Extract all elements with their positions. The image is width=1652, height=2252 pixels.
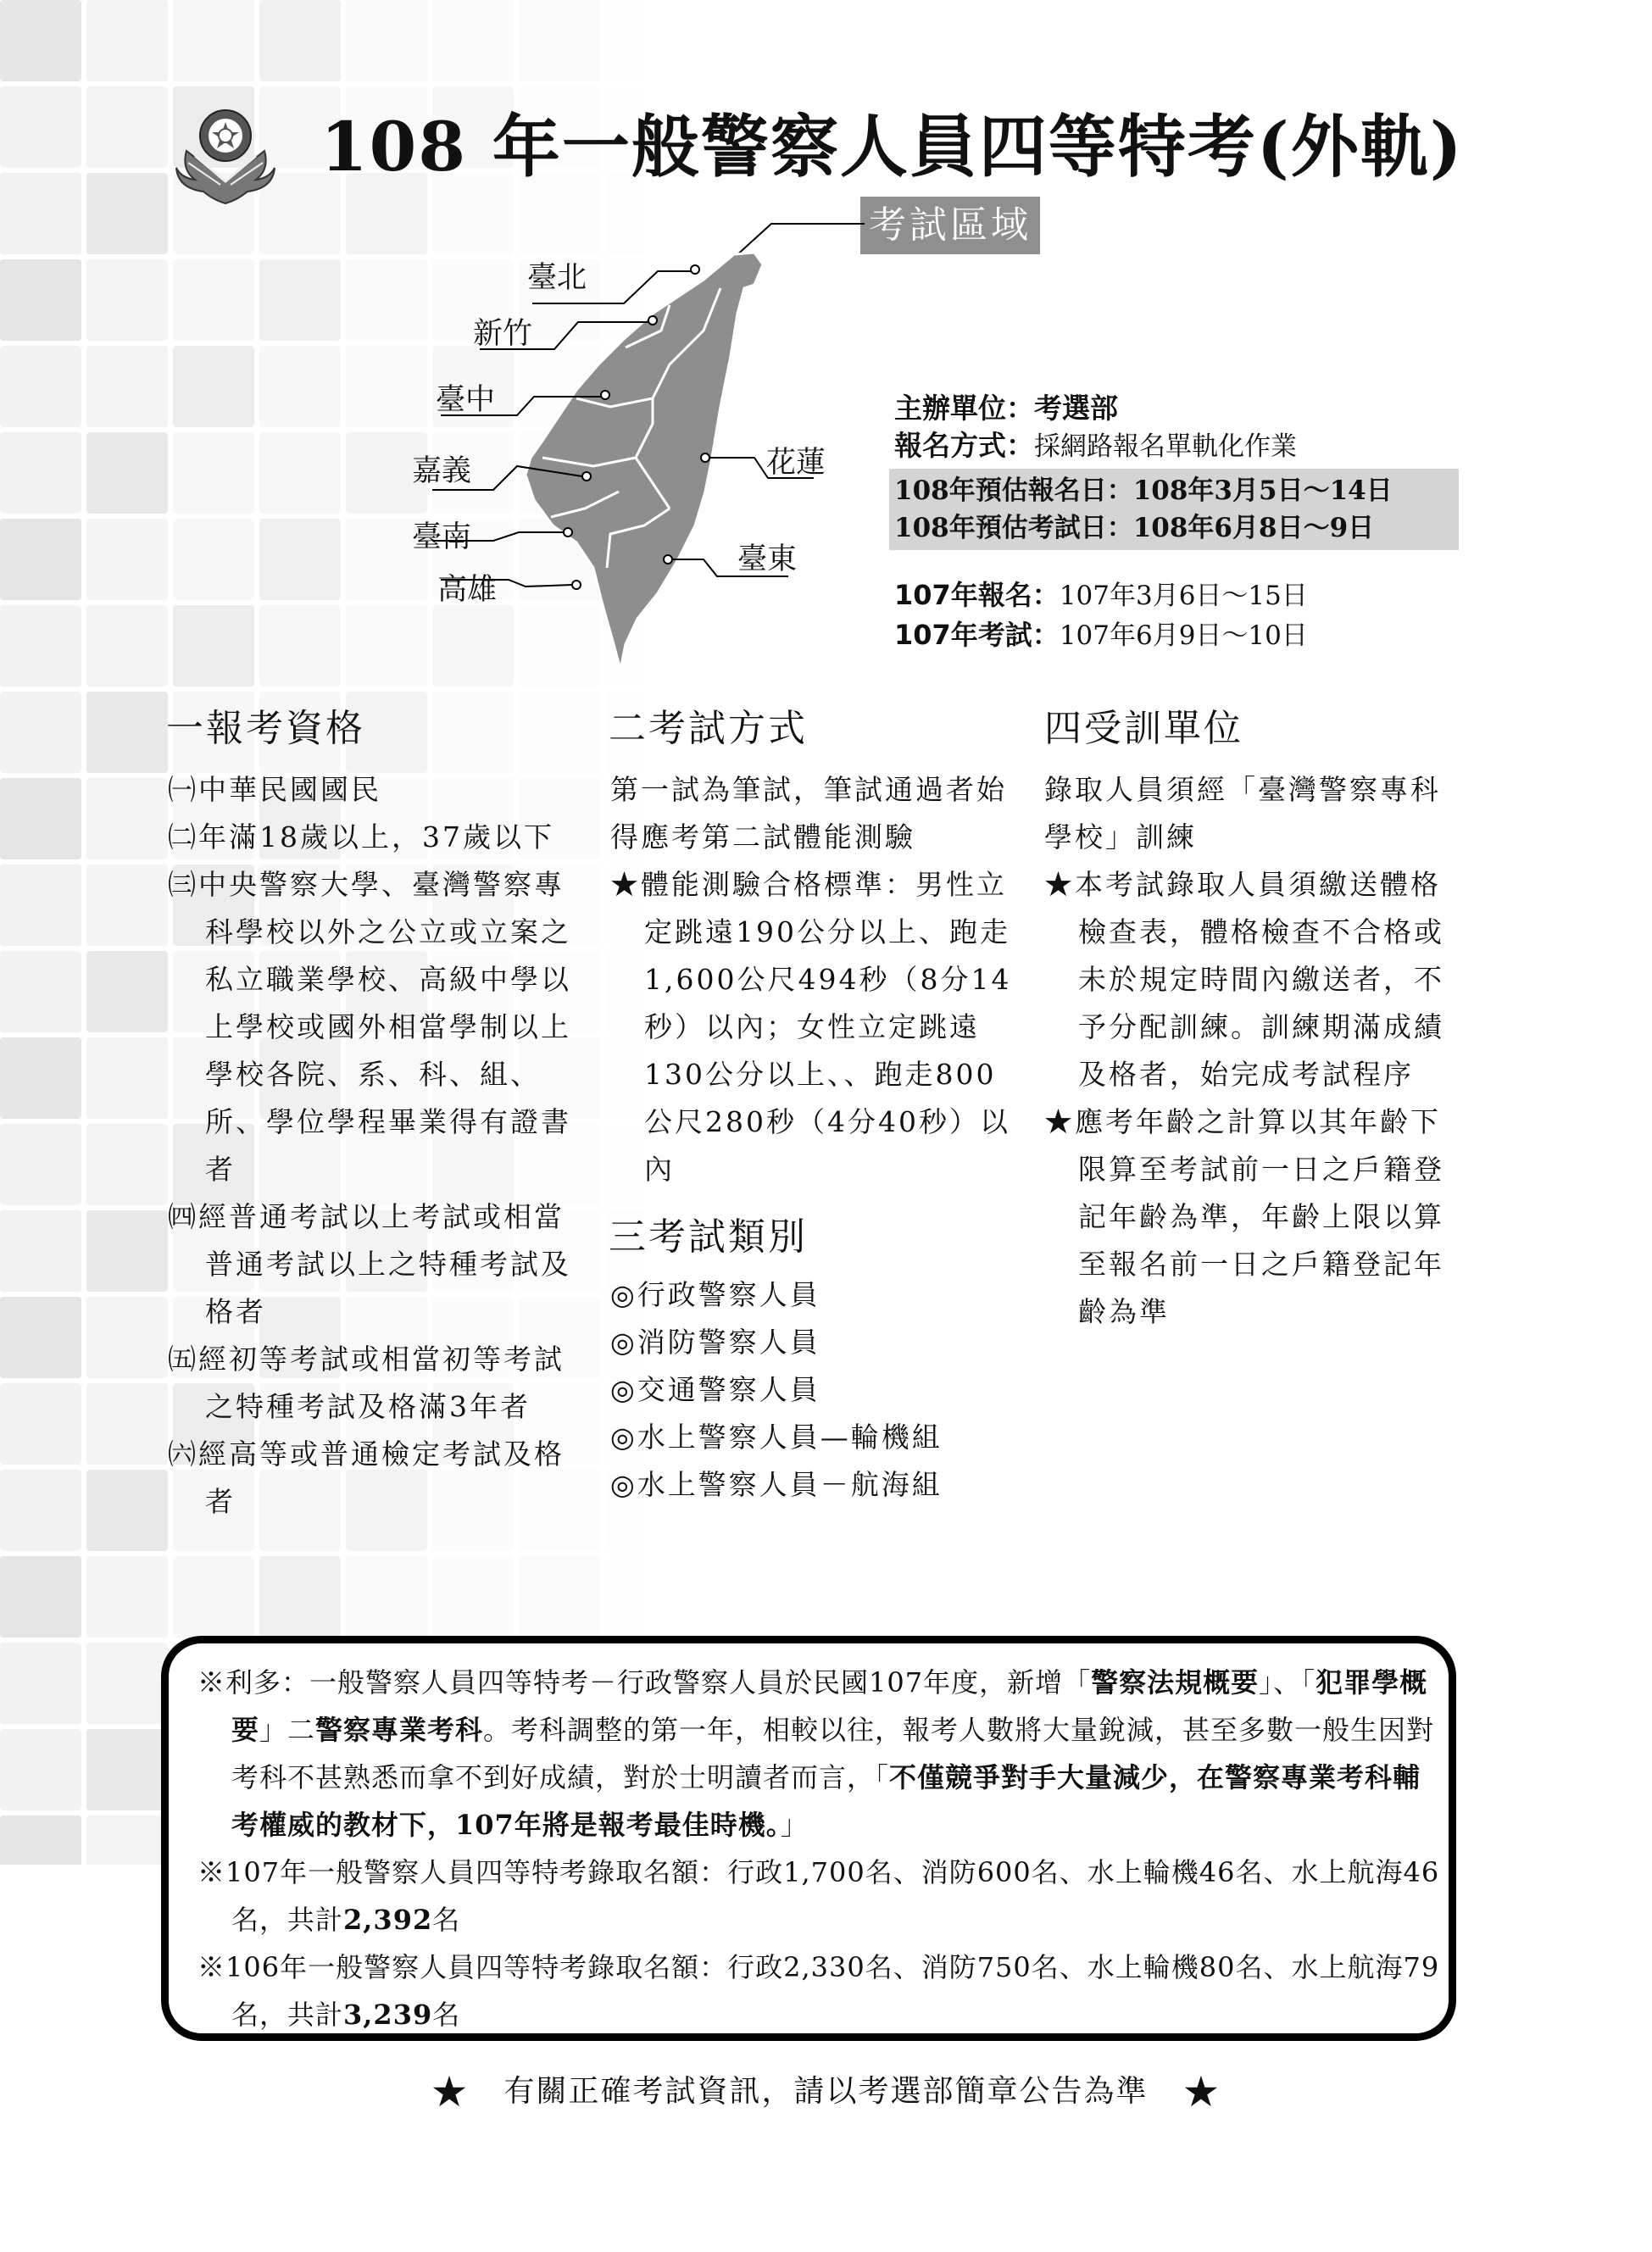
background-tile bbox=[86, 692, 168, 773]
footer-note bbox=[0, 2066, 1652, 2117]
background-tile bbox=[346, 0, 427, 81]
background-tile bbox=[0, 86, 81, 168]
background-tile bbox=[0, 692, 81, 773]
background-tile bbox=[86, 1729, 168, 1810]
method-text bbox=[610, 766, 1026, 1193]
training-note: ★應考年齡之計算以其年齡下限算至考試前一日之戶籍登記年齡為準，年齡上限以算至報名前一日之戶籍登記年齡為準 bbox=[1044, 1105, 1444, 1328]
background-tile bbox=[0, 1210, 81, 1292]
background-tile bbox=[173, 605, 254, 687]
background-tile bbox=[0, 1729, 81, 1810]
section-title-method: 二考試方式 bbox=[609, 707, 808, 750]
background-tile bbox=[86, 86, 168, 168]
background-tile bbox=[519, 692, 600, 773]
organizer-value: 考選部 bbox=[1034, 392, 1118, 425]
qualification-item: ㈤經初等考試或相當初等考試之特種考試及格滿3年者 bbox=[168, 1343, 565, 1423]
background-tile bbox=[173, 519, 254, 600]
previous-exam-line bbox=[894, 615, 1488, 655]
section-title-qualification: 一報考資格 bbox=[166, 707, 365, 750]
background-tile bbox=[259, 605, 341, 687]
background-tile bbox=[0, 1124, 81, 1205]
previous-exam-value: 107年6月9日～10日 bbox=[1059, 620, 1308, 651]
notice-quota-106: ※106年一般警察人員四等特考錄取名額：行政2,330名、消防750名、水上輪機80名、水上航海79名，共計3,239名 bbox=[197, 1951, 1440, 2031]
city-label-chiayi: 嘉義 bbox=[412, 454, 472, 488]
background-tile bbox=[0, 432, 81, 514]
background-tile bbox=[0, 1297, 81, 1378]
notice-box bbox=[161, 1636, 1456, 2041]
exam-info bbox=[894, 390, 1488, 655]
estimated-exam-value: 108年6月8日～9日 bbox=[1132, 513, 1375, 543]
footer-text: 有關正確考試資訊，請以考選部簡章公告為準 bbox=[503, 2074, 1149, 2109]
registration-label: 報名方式： bbox=[894, 429, 1034, 462]
estimated-dates-box bbox=[889, 469, 1459, 550]
background-tile bbox=[86, 519, 168, 600]
background-tile bbox=[432, 0, 514, 81]
background-tile bbox=[86, 1037, 168, 1119]
background-tile bbox=[0, 1556, 81, 1638]
police-emblem-logo bbox=[170, 100, 281, 212]
training-intro: 錄取人員須經「臺灣警察專科學校」訓練 bbox=[1044, 773, 1441, 854]
city-label-hsinchu: 新竹 bbox=[473, 317, 533, 351]
background-tile bbox=[86, 1556, 168, 1638]
background-tile bbox=[173, 259, 254, 341]
exam-region-label: 考試區域 bbox=[860, 197, 1040, 254]
total-106: 3,239 bbox=[343, 1999, 433, 2031]
estimated-registration-line bbox=[894, 472, 1454, 509]
background-tile bbox=[86, 778, 168, 859]
background-tile bbox=[86, 1470, 168, 1551]
category-item: ◎水上警察人員－航海組 bbox=[610, 1468, 943, 1501]
qualification-item: ㈠中華民國國民 bbox=[168, 773, 381, 806]
star-icon: ★ bbox=[430, 2067, 470, 2116]
background-tile bbox=[0, 951, 81, 1032]
category-item: ◎水上警察人員—輪機組 bbox=[610, 1421, 943, 1454]
background-tile bbox=[259, 259, 341, 341]
category-item: ◎消防警察人員 bbox=[610, 1326, 820, 1359]
background-tile bbox=[86, 865, 168, 946]
notice-quota-107: ※107年一般警察人員四等特考錄取名額：行政1,700名、消防600名、水上輪機46名、水上航海46名，共計2,392名 bbox=[197, 1856, 1440, 1936]
method-intro: 第一試為筆試，筆試通過者始得應考第二試體能測驗 bbox=[610, 773, 1007, 854]
background-tile bbox=[86, 1643, 168, 1724]
qualification-list bbox=[168, 766, 585, 1526]
background-tile bbox=[86, 1210, 168, 1292]
previous-dates bbox=[894, 576, 1488, 655]
training-note: ★本考試錄取人員須繳送體格檢查表，體格檢查不合格或未於規定時間內繳送者，不予分配訓練。訓練期滿成績及格者，始完成考試程序 bbox=[1044, 868, 1444, 1091]
background-tile bbox=[0, 519, 81, 600]
background-tile bbox=[0, 1816, 81, 1865]
background-tile bbox=[0, 259, 81, 341]
training-text bbox=[1044, 766, 1460, 1336]
city-label-taitung: 臺東 bbox=[737, 542, 798, 576]
estimated-registration-value: 108年3月5日～14日 bbox=[1132, 475, 1393, 506]
background-tile bbox=[259, 0, 341, 81]
registration-value: 採網路報名單軌化作業 bbox=[1034, 431, 1297, 462]
background-tile bbox=[173, 0, 254, 81]
organizer-line bbox=[894, 390, 1488, 427]
background-tile bbox=[0, 173, 81, 254]
qualification-item: ㈥經高等或普通檢定考試及格者 bbox=[168, 1437, 565, 1518]
page-title: 108 年一般警察人員四等特考(外軌) bbox=[320, 107, 1464, 186]
background-tile bbox=[0, 0, 81, 81]
registration-line bbox=[894, 427, 1488, 465]
background-tile bbox=[519, 1556, 600, 1638]
taiwan-map bbox=[398, 203, 873, 695]
background-tile bbox=[432, 1556, 514, 1638]
background-tile bbox=[432, 692, 514, 773]
previous-registration-value: 107年3月6日～15日 bbox=[1059, 581, 1308, 611]
qualification-item: ㈢中央警察大學、臺灣警察專科學校以外之公立或立案之私立職業學校、高級中學以上學校或國外相當學制以上學校各院、系、科、組、所、學位學程畢業得有證書者 bbox=[168, 868, 571, 1186]
section-title-training: 四受訓單位 bbox=[1044, 707, 1243, 750]
estimated-exam-line bbox=[894, 509, 1454, 547]
city-label-taichung: 臺中 bbox=[436, 383, 496, 417]
background-tile bbox=[173, 1556, 254, 1638]
notice-advantage: ※利多：一般警察人員四等特考－行政警察人員於民國107年度，新增「警察法規概要」、「犯罪學概要」二警察專業考科。考科調整的第一年，相較以往，報考人數將大量銳減，甚至多數一般生因對考科不甚熟悉而拿不到好成績，對於士明讀者而言，「不僅競爭對手大量減少，在警察專業考科輔考權威的教材下，107年將是報考最佳時機。」 bbox=[197, 1666, 1435, 1841]
background-tile bbox=[0, 1383, 81, 1465]
organizer-label: 主辦單位： bbox=[894, 392, 1034, 425]
background-tile bbox=[86, 259, 168, 341]
background-tile bbox=[86, 1383, 168, 1465]
background-tile bbox=[0, 1643, 81, 1724]
estimated-exam-label: 108年預估考試日： bbox=[894, 513, 1133, 543]
section-title-category: 三考試類別 bbox=[609, 1215, 808, 1259]
city-label-tainan: 臺南 bbox=[412, 520, 472, 554]
background-tile bbox=[259, 346, 341, 427]
qualification-item: ㈡年滿18歲以上，37歲以下 bbox=[168, 820, 554, 854]
background-tile bbox=[0, 1037, 81, 1119]
category-item: ◎交通警察人員 bbox=[610, 1373, 820, 1406]
background-tile bbox=[259, 519, 341, 600]
city-label-taipei: 臺北 bbox=[527, 261, 587, 295]
background-tile bbox=[259, 432, 341, 514]
star-icon: ★ bbox=[1182, 2067, 1222, 2116]
category-list bbox=[610, 1271, 1026, 1509]
background-tile bbox=[86, 0, 168, 81]
background-tile bbox=[519, 0, 600, 81]
background-tile bbox=[86, 432, 168, 514]
background-tile bbox=[259, 1556, 341, 1638]
background-tile bbox=[86, 173, 168, 254]
previous-exam-label: 107年考試： bbox=[894, 619, 1060, 651]
background-tile bbox=[0, 346, 81, 427]
total-107: 2,392 bbox=[343, 1904, 433, 1936]
background-tile bbox=[86, 346, 168, 427]
background-tile bbox=[346, 1556, 427, 1638]
background-tile bbox=[86, 1297, 168, 1378]
background-tile bbox=[0, 865, 81, 946]
qualification-item: ㈣經普通考試以上考試或相當普通考試以上之特種考試及格者 bbox=[168, 1200, 571, 1328]
background-tile bbox=[173, 346, 254, 427]
background-tile bbox=[86, 1816, 168, 1865]
background-tile bbox=[86, 1124, 168, 1205]
fitness-standard: ★體能測驗合格標準：男性立定跳遠190公分以上、跑走1,600公尺494秒（8分14秒）以內；女性立定跳遠130公分以上、、跑走800公尺280秒（4分40秒）以內 bbox=[610, 868, 1012, 1186]
previous-registration-label: 107年報名： bbox=[894, 579, 1060, 611]
background-tile bbox=[0, 1470, 81, 1551]
background-tile bbox=[86, 605, 168, 687]
background-tile bbox=[0, 778, 81, 859]
background-tile bbox=[86, 951, 168, 1032]
city-label-hualien: 花蓮 bbox=[766, 446, 826, 480]
category-item: ◎行政警察人員 bbox=[610, 1278, 820, 1311]
estimated-registration-label: 108年預估報名日： bbox=[894, 475, 1133, 506]
background-tile bbox=[605, 1556, 644, 1638]
city-label-kaohsiung: 高雄 bbox=[437, 573, 498, 607]
background-tile bbox=[173, 432, 254, 514]
background-tile bbox=[605, 0, 644, 81]
previous-registration-line bbox=[894, 576, 1488, 615]
background-tile bbox=[0, 605, 81, 687]
